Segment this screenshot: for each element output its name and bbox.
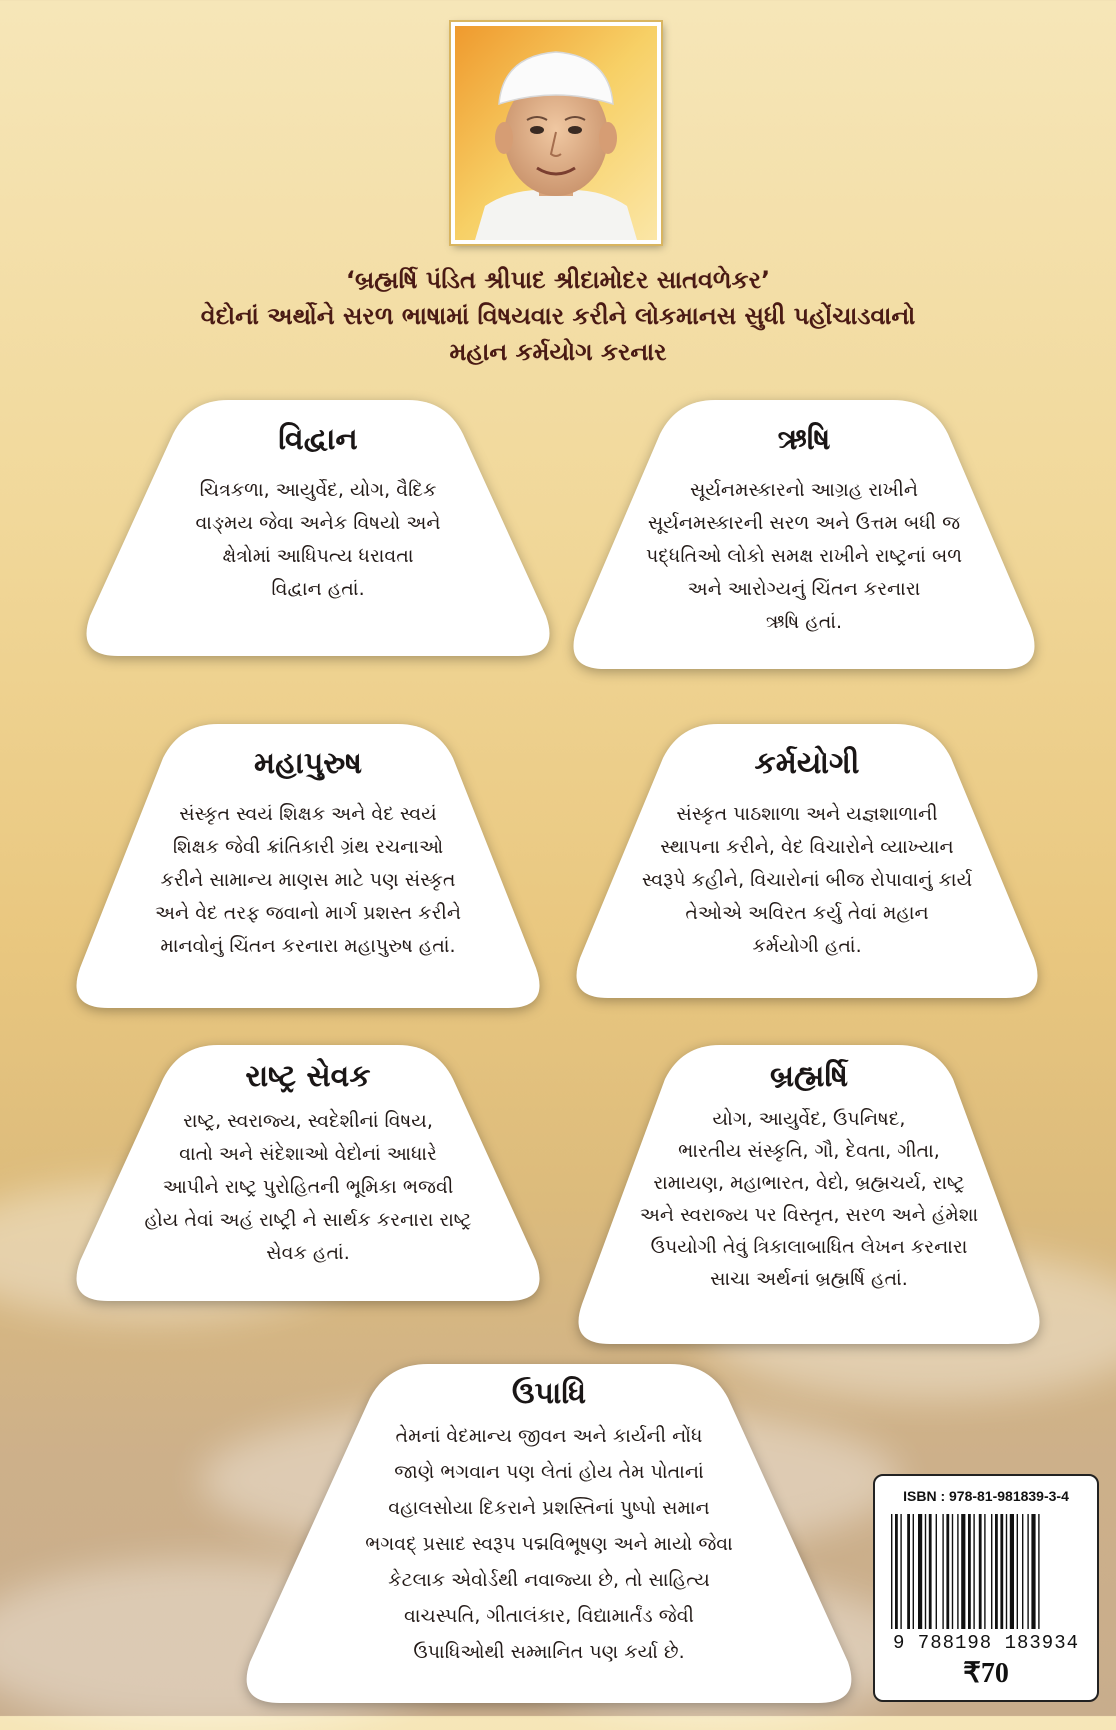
card-line: વાઙ્મય જેવા અનેક વિષયો અને [195, 512, 441, 534]
barcode-bar [961, 1514, 965, 1629]
card-title: બ્રહ્મર્ષિ [769, 1059, 849, 1094]
card-body [565, 398, 1043, 639]
isbn-number: ISBN : 978-81-981839-3-4 [903, 1488, 1069, 1504]
card-line: આપીને રાષ્ટ્ર પુરોહિતની ભૂમિકા ભજવી [162, 1176, 454, 1198]
card-body [68, 722, 548, 963]
barcode-bar [900, 1514, 901, 1629]
card-line: સૂર્યનમસ્કારનો આગ્રહ રાખીને [689, 479, 919, 501]
barcode-bar [1031, 1514, 1035, 1629]
barcode-bar [973, 1514, 974, 1629]
barcode-bar [968, 1514, 971, 1629]
barcode-bar [925, 1514, 926, 1629]
card-body [568, 722, 1046, 963]
card-line: ભારતીય સંસ્કૃતિ, ગૌ, દેવતા, ગીતા, [678, 1140, 940, 1162]
card-line: ભગવદ્ પ્રસાદ સ્વરૂપ પદ્મવિભૂષણ અને માયો જેવા [365, 1533, 733, 1555]
card-body [78, 398, 558, 606]
card-title: કર્મયોગી [754, 746, 860, 781]
card-line: રાષ્ટ્ર, સ્વરાજ્ય, સ્વદેશીનાં વિષય, [183, 1110, 433, 1132]
card-line: અને આરોગ્યનું ચિંતન કરનારા [687, 578, 921, 600]
barcode-bar [984, 1514, 985, 1629]
card-title: વિદ્વાન [278, 422, 358, 457]
barcode-bar [1022, 1514, 1023, 1629]
card-text [68, 1105, 548, 1270]
barcode-bar [1027, 1514, 1028, 1629]
barcode-bar [907, 1514, 910, 1629]
card-text [78, 474, 558, 606]
card-line: ઉપયોગી તેવું ત્રિકાલાબાધિત લેખન કરનારા [650, 1236, 968, 1258]
barcode-bar [1010, 1514, 1014, 1629]
price-label: ₹70 [963, 1658, 1009, 1689]
card-line: વિદ્વાન હતાં. [271, 578, 365, 600]
barcode-bar [936, 1514, 937, 1629]
card-karmayogi [568, 722, 1046, 1002]
card-body [68, 1043, 548, 1270]
barcode-icon [889, 1514, 1085, 1629]
author-name: ‘બ્રહ્મર્ષિ પંડિત શ્રીપાદ શ્રીદામોદર સાતવળેકર’ [345, 266, 771, 294]
card-vidvan [78, 398, 558, 660]
barcode-bar [918, 1514, 922, 1629]
card-line: તેમનાં વેદમાન્ય જીવન અને કાર્યની નોંધ [395, 1425, 703, 1447]
card-line: યોગ, આયુર્વેદ, ઉપનિષદ, [712, 1108, 906, 1130]
card-line: તેઓએ અવિરત કર્યુ તેવાં મહાન [685, 902, 929, 924]
card-line: સંસ્કૃત પાઠશાળા અને યજ્ઞશાળાની [676, 803, 938, 825]
card-line: ઉપાધિઓથી સમ્માનિત પણ કર્યા છે. [413, 1641, 685, 1663]
barcode-bar [913, 1514, 914, 1629]
card-line: પદ્ધતિઓ લોકો સમક્ષ રાખીને રાષ્ટ્રનાં બળ [645, 545, 963, 567]
barcode-bar [1017, 1514, 1018, 1629]
portrait-image [455, 26, 657, 240]
card-text [568, 798, 1046, 963]
card-line: ક્ષેત્રોમાં આધિપત્ય ધરાવતા [222, 545, 414, 567]
barcode-box [873, 1474, 1099, 1702]
card-line: શિક્ષક જેવી ક્રાંતિકારી ગ્રંથ રચનાઓ [172, 836, 444, 858]
card-line: ચિત્રકળા, આયુર્વેદ, યોગ, વૈદિક [199, 479, 437, 501]
barcode-digits: 9 788198 183934 [892, 1632, 1080, 1654]
barcode-bar [991, 1514, 992, 1629]
barcode-bar [942, 1514, 943, 1629]
card-upadhi [238, 1362, 860, 1707]
card-line: માનવોનું ચિંતન કરનારા મહાપુરુષ હતાં. [160, 935, 456, 957]
card-title: ઉપાધિ [511, 1376, 587, 1411]
barcode-bar [929, 1514, 932, 1629]
card-line: રામાયણ, મહાભારત, વેદો, બ્રહ્મચર્ય, રાષ્ટ્ર [653, 1172, 965, 1194]
card-rushi [565, 398, 1043, 673]
barcode-bar [946, 1514, 949, 1629]
card-line: ઋષિ હતાં. [765, 611, 843, 633]
barcode-bar [1038, 1514, 1039, 1629]
card-line: સાચા અર્થનાં બ્રહ્મર્ષિ હતાં. [710, 1268, 908, 1290]
card-line: કરીને સામાન્ય માણસ માટે પણ સંસ્કૃત [160, 869, 456, 891]
card-title: મહાપુરુષ [253, 746, 363, 781]
card-line: સંસ્કૃત સ્વયં શિક્ષક અને વેદ સ્વયં [179, 803, 437, 825]
barcode-bar [995, 1514, 998, 1629]
barcode-bar [1000, 1514, 1003, 1629]
card-line: કર્મયોગી હતાં. [752, 935, 862, 957]
card-text [238, 1418, 860, 1670]
card-line: વાતો અને સંદેશાઓ વેદોનાં આધારે [179, 1143, 437, 1165]
card-line: વાચસ્પતિ, ગીતાલંકાર, વિદ્યામાર્તંડ જેવી [404, 1605, 694, 1627]
barcode-bar [952, 1514, 953, 1629]
barcode-bar [979, 1514, 982, 1629]
card-line: સૂર્યનમસ્કારની સરળ અને ઉત્તમ બધી જ [647, 512, 961, 534]
card-body [238, 1362, 860, 1670]
barcode-bar [1006, 1514, 1007, 1629]
card-line: સ્વરૂપે કહીને, વિચારોનાં બીજ રોપાવાનું કાર્ય [641, 869, 973, 891]
card-line: હોય તેવાં અહં રાષ્ટ્રી ને સાર્થક કરનારા રાષ્ટ્ર [144, 1209, 472, 1231]
author-portrait [451, 22, 661, 244]
card-title: ઋષિ [777, 422, 831, 457]
card-line: અને સ્વરાજ્ય પર વિસ્તૃત, સરળ અને હંમેશા [639, 1204, 979, 1226]
barcode-bar [895, 1514, 898, 1629]
card-body [570, 1043, 1048, 1295]
intro-description-2: મહાન કર્મયોગ કરનાર [449, 338, 667, 366]
intro-block [0, 262, 1116, 370]
card-line: સ્થાપના કરીને, વેદ વિચારોને વ્યાખ્યાન [660, 836, 954, 858]
card-text [565, 474, 1043, 639]
barcode-bar [957, 1514, 958, 1629]
card-brahmarshi [570, 1043, 1048, 1348]
card-title: રાષ્ટ્ર સેવક [245, 1059, 371, 1094]
card-text [68, 798, 548, 963]
intro-description: વેદોનાં અર્થોને સરળ ભાષામાં વિષયવાર કરીને લોકમાનસ સુધી પહોંચાડવાનો [200, 302, 916, 330]
card-line: અને વેદ તરફ જવાનો માર્ગ પ્રશસ્ત કરીને [154, 902, 461, 924]
card-text [570, 1103, 1048, 1295]
card-line: કેટલાક એવોર્ડથી નવાજ્યા છે, તો સાહિત્ય [388, 1569, 710, 1591]
barcode-bar [891, 1514, 892, 1629]
card-rashtra-sevak [68, 1043, 548, 1305]
card-line: સેવક હતાં. [266, 1242, 350, 1264]
card-mahapurush [68, 722, 548, 1012]
card-line: જાણે ભગવાન પણ લેતાં હોય તેમ પોતાનાં [394, 1461, 704, 1483]
card-line: વહાલસોયા દિકરાને પ્રશસ્તિનાં પુષ્પો સમાન [388, 1497, 710, 1519]
